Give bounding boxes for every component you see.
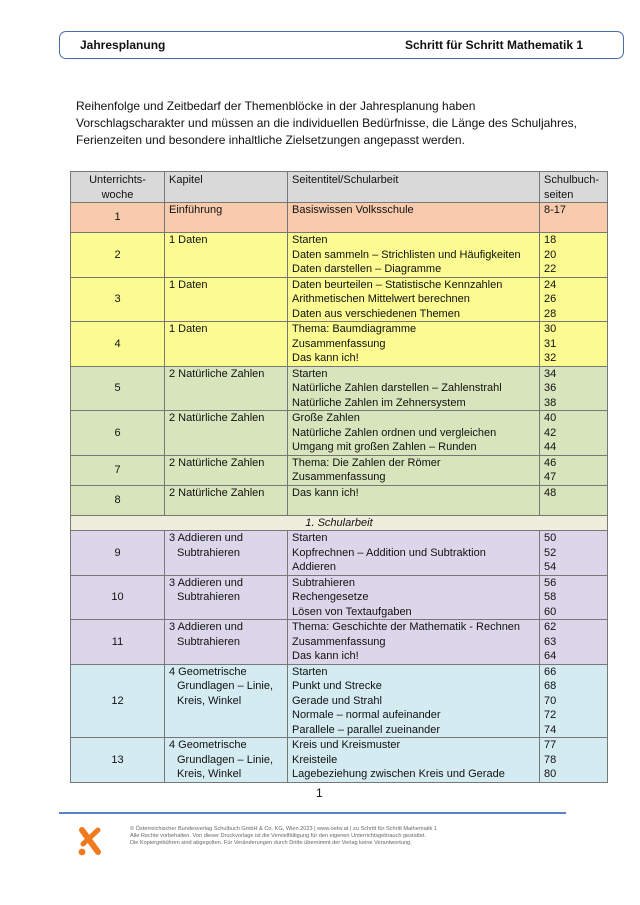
page-title-line: Subtrahieren [292, 576, 355, 589]
table-row [71, 411, 608, 456]
title-cell [288, 664, 540, 738]
table-row [71, 620, 608, 665]
table-row [71, 366, 608, 411]
pages-cell [540, 664, 608, 738]
page-title-line: Parallele – parallel zueinander [292, 723, 440, 736]
table-row [71, 738, 608, 783]
page-number-line: 78 [544, 753, 557, 766]
chapter-cell [165, 455, 288, 485]
page-number-line: 60 [544, 605, 557, 618]
page-title-line: Kreisteile [292, 753, 338, 766]
header-title: Jahresplanung [80, 38, 166, 52]
intro-line: Ferienzeiten und besondere inhaltliche Zielsetzungen angepasst werden. [76, 133, 465, 147]
chapter-cell [165, 531, 288, 576]
footer-line: Alle Rechte vorbehalten. Von dieser Druckvorlage ist die Vervielfältigung für den eigenen Unterrichtsgebrauch gestattet. [130, 833, 427, 840]
title-cell [288, 203, 540, 233]
page-title-line: Natürliche Zahlen ordnen und vergleichen [292, 426, 497, 439]
page-number-line: 28 [544, 307, 557, 320]
title-cell [288, 738, 540, 783]
chapter-cell [165, 485, 288, 515]
chapter-line: 2 Natürliche Zahlen [169, 412, 265, 424]
title-cell [288, 411, 540, 456]
chapter-line: 3 Addieren und [169, 532, 244, 544]
footer-divider [59, 812, 566, 814]
week-cell: 13 [71, 738, 165, 783]
page-title-line: Arithmetischen Mittelwert berechnen [292, 293, 470, 305]
page-title-line: Thema: Geschichte der Mathematik - Rechnen [292, 621, 521, 633]
page-title-line: Rechengesetze [292, 591, 369, 603]
intro-paragraph [76, 98, 576, 149]
column-header-pages: Schulbuch- seiten [540, 172, 608, 203]
chapter-line: Subtrahieren [177, 546, 240, 559]
pages-cell [540, 322, 608, 367]
page-number-line: 50 [544, 532, 557, 544]
page-title-line: Thema: Baumdiagramme [292, 323, 417, 335]
page-number-line: 74 [544, 723, 557, 736]
header-book-title: Schritt für Schritt Mathematik 1 [404, 38, 583, 52]
chapter-line: 2 Natürliche Zahlen [169, 486, 265, 499]
page-number-line: 47 [544, 471, 557, 483]
page-title-line: Kopfrechnen – Addition und Subtraktion [292, 546, 486, 559]
title-cell [288, 575, 540, 620]
chapter-cell [165, 277, 288, 322]
page-number-line: 64 [544, 650, 557, 662]
chapter-cell [165, 664, 288, 738]
page-title-line: Das kann ich! [292, 486, 359, 499]
table-row [71, 322, 608, 367]
page-number-line: 24 [544, 278, 557, 291]
chapter-cell [165, 411, 288, 456]
pages-cell [540, 455, 608, 485]
page-number-line: 52 [544, 546, 557, 559]
page-number-line: 46 [544, 456, 557, 469]
week-cell: 12 [71, 664, 165, 738]
table-row [71, 455, 608, 485]
chapter-line: Kreis, Winkel [177, 694, 242, 707]
page-title-line: Starten [292, 234, 328, 246]
page-title-line: Starten [292, 665, 328, 678]
table-row [71, 664, 608, 738]
page-title-line: Zusammenfassung [292, 635, 386, 648]
intro-line: Vorschlagscharakter und müssen an die individuellen Bedürfnisse, die Länge des Schuljahres, [76, 116, 577, 130]
week-cell: 6 [71, 411, 165, 456]
year-plan-table [70, 171, 608, 783]
page-title-line: Daten sammeln – Strichlisten und Häufigkeiten [292, 248, 521, 261]
page-number-line: 8-17 [544, 204, 567, 216]
page-number-line: 56 [544, 576, 557, 589]
week-cell: 11 [71, 620, 165, 665]
table-header-row [71, 172, 608, 203]
pages-cell [540, 531, 608, 576]
page-title-line: Das kann ich! [292, 650, 359, 662]
page-number-line: 36 [544, 382, 557, 394]
chapter-cell [165, 366, 288, 411]
page-number-line: 26 [544, 293, 557, 305]
chapter-line: Subtrahieren [177, 591, 240, 603]
chapter-line: 2 Natürliche Zahlen [169, 456, 265, 469]
page-title-line: Zusammenfassung [292, 471, 386, 483]
footer-line: Die Kopiergebühren sind abgegolten. Für Veränderungen durch Dritte übernimmt der Verlag keine Verantwortung. [130, 840, 412, 847]
page-number-line: 44 [544, 441, 557, 453]
page-number-line: 70 [544, 694, 557, 707]
pages-cell [540, 485, 608, 515]
pages-cell [540, 203, 608, 233]
page-title-line: Starten [292, 367, 328, 380]
chapter-line: 3 Addieren und [169, 576, 244, 589]
table-row [71, 277, 608, 322]
page-title-line: Zusammenfassung [292, 337, 386, 350]
table-row [71, 233, 608, 278]
table-row [71, 531, 608, 576]
page-number-line: 54 [544, 561, 557, 573]
footer-line: © Österreichischer Bundesverlag Schulbuch GmbH & Co. KG, Wien 2023 | www.oebv.at | zu Schritt für Schritt Mathematik 1 [130, 826, 437, 832]
page-header [59, 31, 624, 59]
page-number-line: 42 [544, 426, 557, 439]
chapter-cell [165, 233, 288, 278]
chapter-line: Einführung [169, 204, 223, 216]
chapter-line: 3 Addieren und [169, 621, 244, 633]
page-number-line: 40 [544, 412, 557, 424]
page-number-line: 63 [544, 635, 557, 648]
chapter-line: Kreis, Winkel [177, 768, 242, 780]
chapter-cell [165, 203, 288, 233]
chapter-cell [165, 575, 288, 620]
page-title-line: Lagebeziehung zwischen Kreis und Gerade [292, 768, 505, 780]
exam-separator-row [71, 515, 608, 531]
title-cell [288, 620, 540, 665]
table-row [71, 485, 608, 515]
pages-cell [540, 620, 608, 665]
footer-copyright [130, 826, 570, 848]
page-number-line: 31 [544, 337, 557, 350]
page-title-line: Punkt und Strecke [292, 680, 382, 692]
page-title-line: Natürliche Zahlen im Zehnersystem [292, 396, 466, 409]
column-header-title: Seitentitel/Schularbeit [288, 172, 540, 203]
chapter-line: Grundlagen – Linie, [177, 753, 274, 766]
title-cell [288, 531, 540, 576]
week-cell: 8 [71, 485, 165, 515]
table-row [71, 575, 608, 620]
pages-cell [540, 411, 608, 456]
page-title-line: Lösen von Textaufgaben [292, 605, 412, 618]
week-cell: 5 [71, 366, 165, 411]
table-row [71, 203, 608, 233]
table-body [71, 203, 608, 783]
page-title-line: Daten aus verschiedenen Themen [292, 307, 460, 320]
page-title-line: Starten [292, 532, 328, 544]
chapter-line: 1 Daten [169, 323, 208, 335]
page-number-line: 22 [544, 263, 557, 275]
week-cell: 9 [71, 531, 165, 576]
page-title-line: Das kann ich! [292, 352, 359, 364]
page-number-line: 20 [544, 248, 557, 261]
chapter-line: 4 Geometrische [169, 739, 247, 751]
chapter-line: 4 Geometrische [169, 665, 247, 678]
page-number-line: 80 [544, 768, 557, 780]
chapter-line: 2 Natürliche Zahlen [169, 367, 265, 380]
page-title-line: Kreis und Kreismuster [292, 739, 401, 751]
title-cell [288, 366, 540, 411]
pages-cell [540, 575, 608, 620]
page-number-line: 68 [544, 680, 557, 692]
intro-line: Reihenfolge und Zeitbedarf der Themenblöcke in der Jahresplanung haben [76, 99, 476, 113]
page-number-line: 77 [544, 739, 557, 751]
page-number-line: 38 [544, 396, 557, 409]
title-cell [288, 233, 540, 278]
page-title-line: Daten darstellen – Diagramme [292, 263, 442, 275]
page-number-line: 66 [544, 665, 557, 678]
page-number-line: 48 [544, 486, 557, 499]
title-cell [288, 455, 540, 485]
oebv-logo-icon [76, 824, 104, 858]
page-title-line: Normale – normal aufeinander [292, 709, 441, 721]
page-number-line: 18 [544, 234, 557, 246]
page-number-line: 62 [544, 621, 557, 633]
page-number-line: 34 [544, 367, 557, 380]
page-number-line: 30 [544, 323, 557, 335]
pages-cell [540, 738, 608, 783]
week-cell: 3 [71, 277, 165, 322]
chapter-cell [165, 322, 288, 367]
chapter-line: Subtrahieren [177, 635, 240, 648]
pages-cell [540, 277, 608, 322]
week-cell: 7 [71, 455, 165, 485]
chapter-cell [165, 620, 288, 665]
pages-cell [540, 366, 608, 411]
chapter-cell [165, 738, 288, 783]
page-title-line: Gerade und Strahl [292, 694, 382, 707]
page-title-line: Große Zahlen [292, 412, 360, 424]
page-title-line: Umgang mit großen Zahlen – Runden [292, 441, 477, 453]
page-title-line: Addieren [292, 561, 337, 573]
page-number-line: 32 [544, 352, 557, 364]
page-title-line: Natürliche Zahlen darstellen – Zahlenstrahl [292, 382, 502, 394]
page-title-line: Basiswissen Volksschule [292, 204, 414, 216]
week-cell: 2 [71, 233, 165, 278]
title-cell [288, 322, 540, 367]
exam-label: 1. Schularbeit [71, 515, 608, 531]
page-title-line: Daten beurteilen – Statistische Kennzahlen [292, 278, 503, 291]
column-header-chapter: Kapitel [165, 172, 288, 203]
title-cell [288, 277, 540, 322]
column-header-week: Unterrichts- woche [71, 172, 165, 203]
title-cell [288, 485, 540, 515]
week-cell: 10 [71, 575, 165, 620]
chapter-line: Grundlagen – Linie, [177, 680, 274, 692]
chapter-line: 1 Daten [169, 278, 208, 291]
pages-cell [540, 233, 608, 278]
week-cell: 4 [71, 322, 165, 367]
week-cell: 1 [71, 203, 165, 233]
page-number: 1 [316, 786, 323, 800]
page-title-line: Thema: Die Zahlen der Römer [292, 456, 441, 469]
page-number-line: 58 [544, 591, 557, 603]
chapter-line: 1 Daten [169, 234, 208, 246]
page-number-line: 72 [544, 709, 557, 721]
